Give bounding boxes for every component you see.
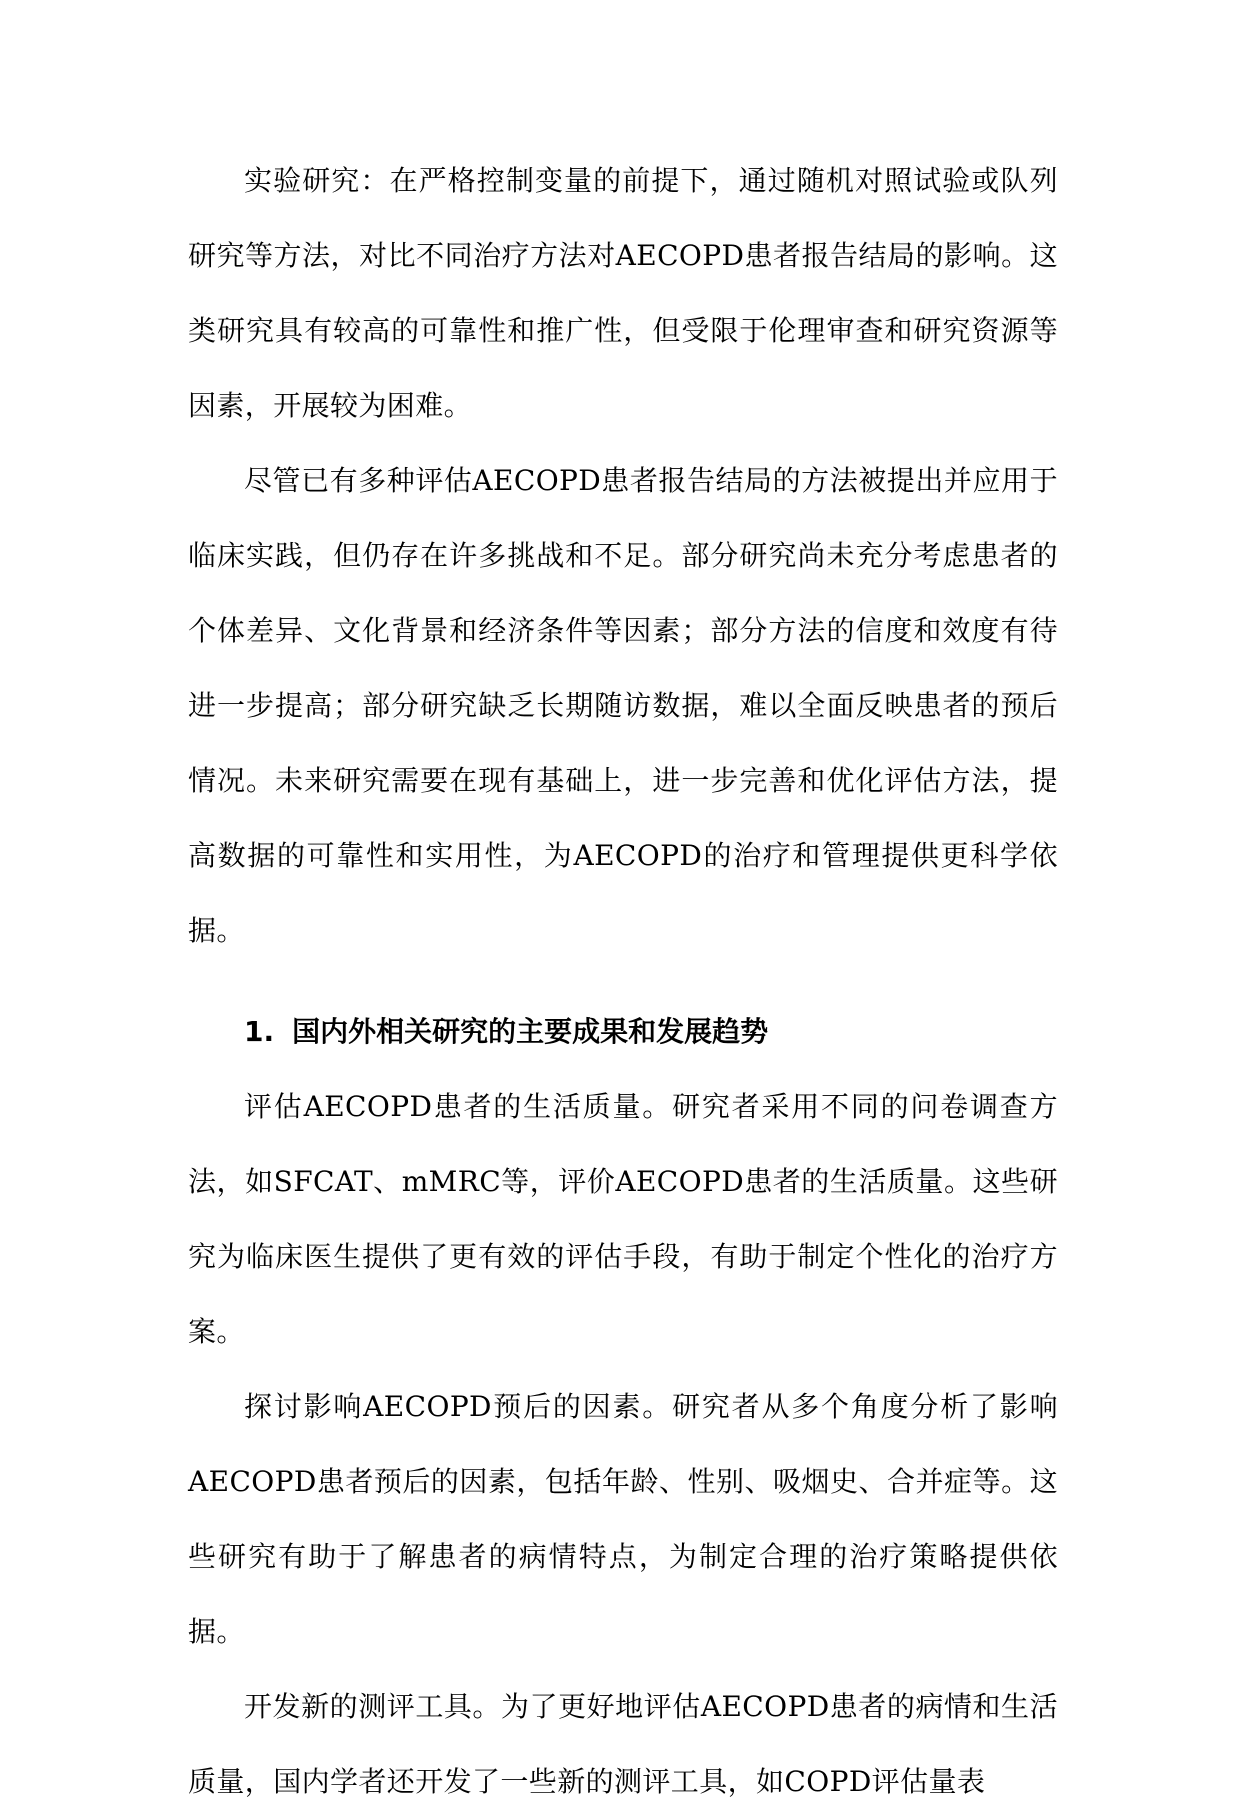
section-heading — [188, 994, 1058, 1069]
paragraph-experimental-research: 实验研究：在严格控制变量的前提下，通过随机对照试验或队列研究等方法，对比不同治疗方法对AECOPD患者报告结局的影响。这类研究具有较高的可靠性和推广性，但受限于伦理审查和研究资源等因素，开展较为困难。 — [188, 164, 1058, 422]
section-number: 1. — [244, 1015, 275, 1048]
section-title: 国内外相关研究的主要成果和发展趋势 — [292, 1015, 769, 1048]
paragraph-new-tools: 开发新的测评工具。为了更好地评估AECOPD患者的病情和生活质量，国内学者还开发了一些新的测评工具，如COPD评估量表 — [188, 1690, 1058, 1798]
document-body — [188, 143, 1058, 1819]
paragraph-prognosis-factors: 探讨影响AECOPD预后的因素。研究者从多个角度分析了影响AECOPD患者预后的因素，包括年龄、性别、吸烟史、合并症等。这些研究有助于了解患者的病情特点，为制定合理的治疗策略提供依据。 — [188, 1390, 1058, 1648]
paragraph-challenges: 尽管已有多种评估AECOPD患者报告结局的方法被提出并应用于临床实践，但仍存在许多挑战和不足。部分研究尚未充分考虑患者的个体差异、文化背景和经济条件等因素；部分方法的信度和效度有待进一步提高；部分研究缺乏长期随访数据，难以全面反映患者的预后情况。未来研究需要在现有基础上，进一步完善和优化评估方法，提高数据的可靠性和实用性，为AECOPD的治疗和管理提供更科学依据。 — [188, 464, 1058, 947]
paragraph-quality-of-life: 评估AECOPD患者的生活质量。研究者采用不同的问卷调查方法，如SFCAT、mMRC等，评价AECOPD患者的生活质量。这些研究为临床医生提供了更有效的评估手段，有助于制定个性化的治疗方案。 — [188, 1090, 1058, 1348]
